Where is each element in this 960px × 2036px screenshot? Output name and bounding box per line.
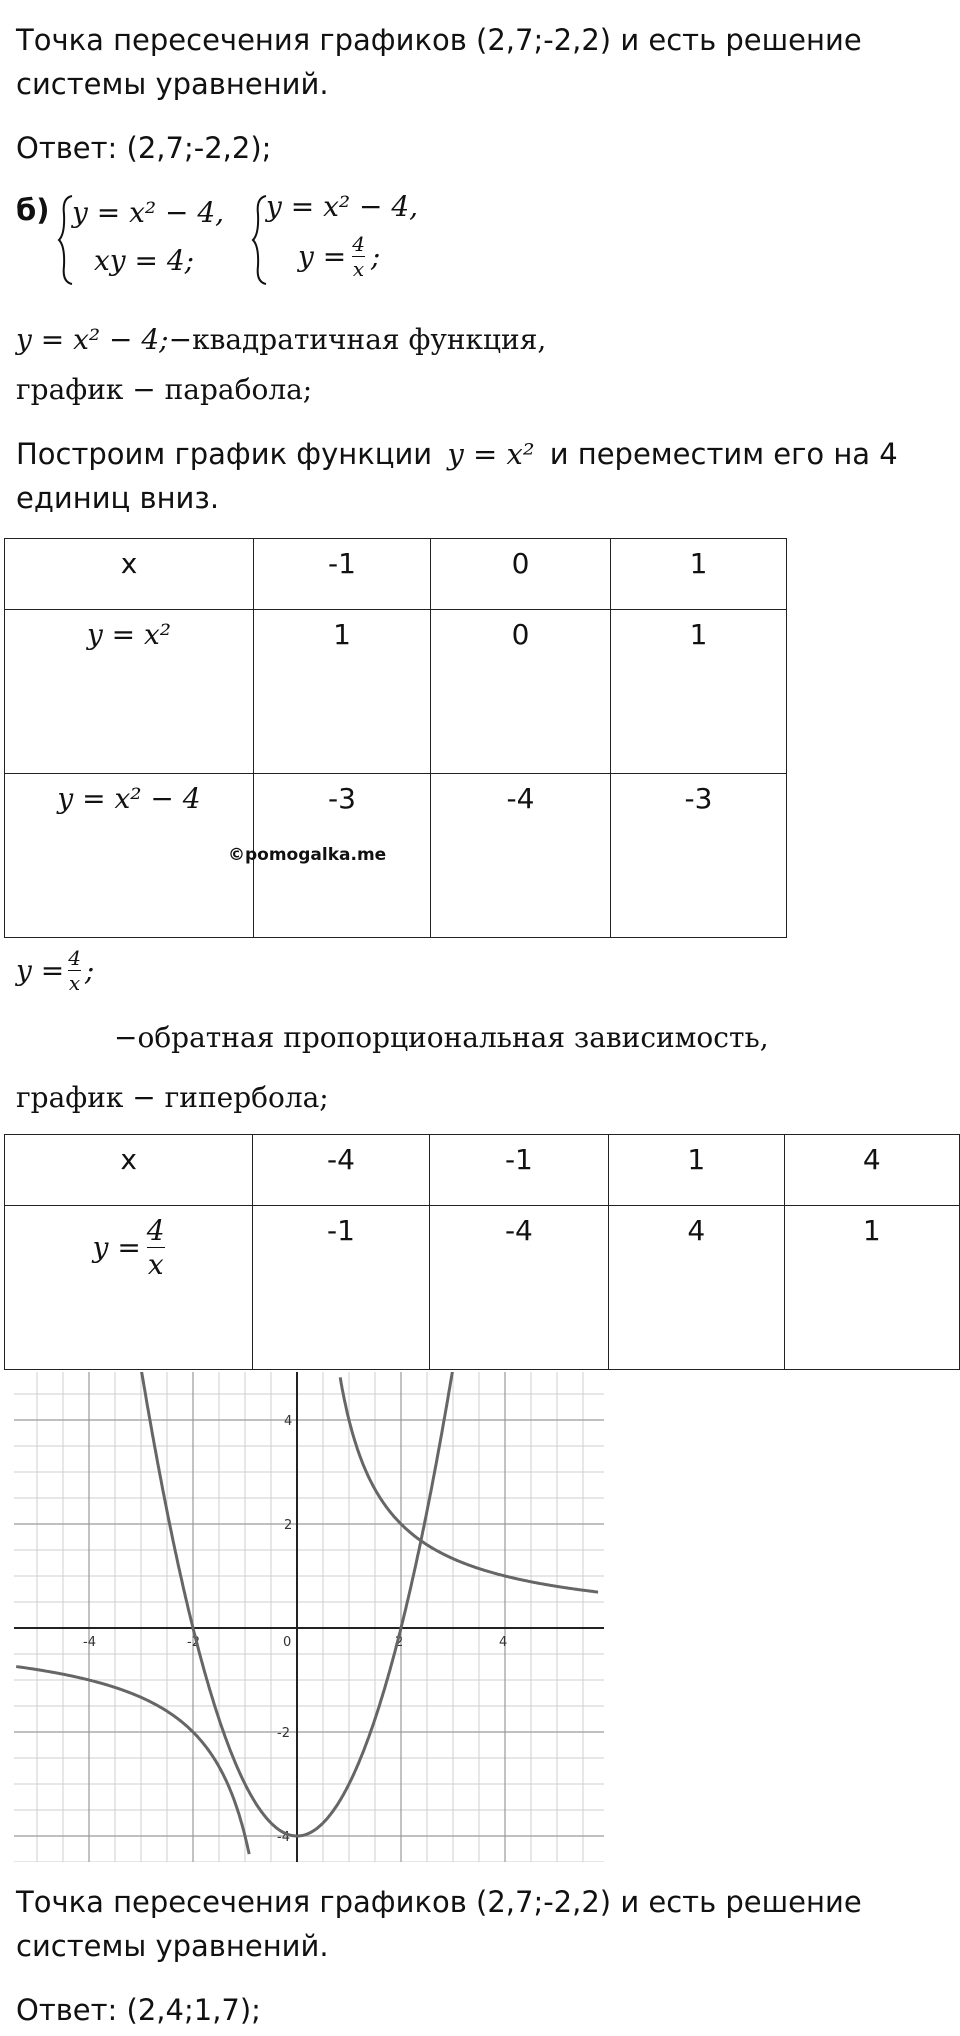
system-1-eq-2: xy = 4;: [94, 244, 195, 277]
intro-line-1: Точка пересечения графиков (2,7;-2,2) и есть решение: [16, 23, 862, 57]
y-tick-label: 4: [284, 1414, 293, 1429]
table-header-row: [5, 1135, 960, 1206]
table2-label-fraction: [147, 1214, 165, 1281]
build-line-2: единиц вниз.: [16, 481, 220, 515]
x-tick-label: 0: [283, 1635, 292, 1650]
table-cell: 1: [611, 610, 787, 774]
x-tick-label: -2: [187, 1635, 200, 1650]
table-cell: -4: [253, 1135, 429, 1206]
system-2-fraction-den: x: [352, 257, 365, 281]
table-cell: 1: [254, 610, 431, 774]
system-1-eq-1: y = x² − 4,: [72, 196, 225, 229]
table-cell: -1: [253, 1206, 429, 1370]
hyperbola-fraction-den: x: [68, 971, 81, 995]
system-2-eq-1: y = x² − 4,: [266, 190, 419, 223]
function-graph: [14, 1372, 604, 1862]
build-formula: y = x²: [447, 437, 535, 471]
system-2-fraction-num: 4: [352, 232, 365, 256]
table-cell: -3: [254, 774, 431, 938]
x-tick-label: 2: [395, 1635, 404, 1650]
table-cell: 1: [784, 1206, 959, 1370]
watermark: ©pomogalka.me: [228, 845, 387, 865]
table-row-label: y = x² − 4: [5, 774, 254, 938]
table-cell: 1: [609, 1135, 784, 1206]
y-tick-label: -4: [277, 1830, 290, 1845]
table-cell: x: [5, 1135, 253, 1206]
values-table-hyperbola: [4, 1134, 960, 1370]
hyperbola-formula: [16, 946, 94, 995]
parabola-formula: y = x² − 4;: [16, 323, 169, 356]
outro-line-2: системы уравнений.: [16, 1929, 329, 1963]
build-line-1: [16, 432, 898, 476]
table2-label-num: 4: [146, 1214, 165, 1247]
x-tick-label: 4: [499, 1635, 508, 1650]
parabola-line: [16, 320, 546, 360]
table-cell: 0: [431, 539, 611, 610]
table2-label-den: x: [147, 1248, 164, 1281]
table-row: [5, 774, 787, 938]
table-cell: 4: [784, 1135, 959, 1206]
intro-line-2: системы уравнений.: [16, 67, 329, 101]
hyperbola-desc: −обратная пропорциональная зависимость,: [114, 1021, 769, 1054]
outro-line-1: Точка пересечения графиков (2,7;-2,2) и есть решение: [16, 1885, 862, 1919]
hyperbola-formula-right: ;: [84, 954, 95, 987]
table-cell: -4: [431, 774, 611, 938]
table-cell: -4: [429, 1206, 608, 1370]
table-cell: -3: [611, 774, 787, 938]
hyperbola-branch-positive: [340, 1377, 598, 1592]
table-header-row: [5, 539, 787, 610]
outro-answer: Ответ: (2,4;1,7);: [16, 1993, 261, 2027]
intro-answer: Ответ: (2,7;-2,2);: [16, 131, 272, 165]
system-2-eq-2-left: y =: [298, 240, 347, 273]
parabola-graph-line: график − парабола;: [16, 373, 313, 406]
table-row: [5, 1206, 960, 1370]
x-tick-label: -4: [83, 1635, 96, 1650]
table-cell: -1: [429, 1135, 608, 1206]
table-cell: x: [5, 539, 254, 610]
hyperbola-branch-negative: [16, 1667, 249, 1855]
table-cell: 1: [611, 539, 787, 610]
table2-label-left: y =: [92, 1231, 141, 1264]
part-b-label: б): [16, 193, 50, 227]
table-row-label: y = x²: [5, 610, 254, 774]
system-2-fraction: [352, 232, 365, 281]
table-cell: 0: [431, 610, 611, 774]
build-text-b: и переместим его на 4: [549, 437, 898, 471]
table-row-label: [5, 1206, 253, 1370]
table-cell: 4: [609, 1206, 784, 1370]
table-row: [5, 610, 787, 774]
hyperbola-graph-line: график − гипербола;: [16, 1081, 329, 1114]
y-tick-label: -2: [277, 1726, 290, 1741]
build-text-a: Построим график функции: [16, 437, 433, 471]
system-2-eq-2: [298, 232, 380, 281]
y-tick-label: 2: [284, 1518, 293, 1533]
values-table-parabola: [4, 538, 787, 938]
parabola-desc: −квадратичная функция,: [168, 323, 547, 356]
hyperbola-fraction: [68, 946, 81, 995]
hyperbola-formula-left: y =: [16, 954, 65, 987]
table-cell: -1: [254, 539, 431, 610]
hyperbola-fraction-num: 4: [68, 946, 81, 970]
system-2-eq-2-right: ;: [370, 240, 381, 273]
